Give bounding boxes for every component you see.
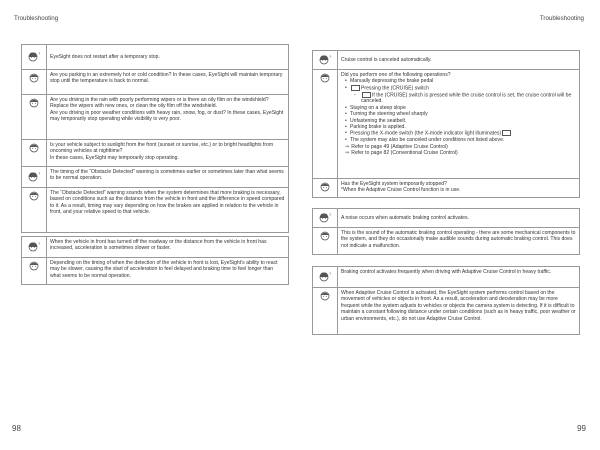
cause-text: Is your vehicle subject to sunlight from the front (sunset or sunrise, etc.) or to bright headlights from oncoming vehicles at nighttime? In these cases, EyeSight may temporarily stop operating.: [50, 142, 274, 161]
answer-row: [22, 257, 288, 284]
arrow-right-icon: ⇒: [345, 143, 350, 150]
answer-face-icon: [318, 181, 332, 193]
page-number: 98: [12, 424, 21, 433]
problem-text: A noise occurs when automatic braking control activates.: [341, 214, 469, 221]
question-face-icon: [27, 171, 41, 183]
answer-icon-cell: [22, 258, 47, 284]
question-face-icon: [27, 241, 41, 253]
list-item: • Turning the steering wheel sharply: [341, 111, 576, 117]
question-face-icon: [318, 271, 332, 283]
answer-row: [313, 69, 579, 178]
page-header: Troubleshooting: [14, 15, 59, 22]
problem-text: EyeSight does not restart after a temporary stop.: [50, 53, 160, 60]
page-reference: [341, 150, 576, 156]
problem-block-braking-noise: [312, 208, 580, 255]
problem-block-restart: [21, 44, 289, 167]
problem-text: When the vehicle in front has turned off the roadway or the distance from the vehicle in front has increased, acceleration is sometimes slower or faster.: [50, 239, 267, 252]
problem-block-frequent-braking: [312, 266, 580, 335]
answer-icon-cell: [22, 95, 47, 139]
answer-face-icon: [318, 290, 332, 302]
answer-question: Did you perform one of the following operations?: [341, 72, 451, 78]
svg-text:?: ?: [38, 241, 41, 246]
answer-face-icon: [318, 230, 332, 242]
answer-text: Depending on the timing of when the detection of the vehicle in front is lost, EyeSight’s ability to react may be slower, causing the start of acceleration to feel delayed and braking time to feel longer than what seems to be normal operation.: [50, 260, 278, 279]
answer-row: [313, 178, 579, 197]
right-page: [300, 0, 600, 450]
answer-face-icon: [27, 260, 41, 272]
list-item: • Unfastening the seatbelt.: [341, 118, 576, 124]
problem-icon-cell: [313, 51, 338, 69]
page-number: 99: [577, 424, 586, 433]
cause-text: Are you driving in the rain with poorly performing wipers or is there an oily film on the windshield? Replace the wipers with new ones, or clean the oily film off the windshield. Are you driving in poor weather conditions with heavy rain, snow, fog, or dust? In these cases, EyeSight may temporarily stop operating while visibility is very poor.: [50, 97, 284, 123]
list-item: • Staying on a steep slope: [341, 105, 576, 111]
list-item: [341, 130, 576, 137]
list-subitem: [341, 92, 576, 105]
answer-row: [313, 227, 579, 254]
problem-icon-cell: [313, 267, 338, 287]
page-header: Troubleshooting: [539, 15, 584, 22]
x-mode-indicator-icon: [502, 130, 511, 136]
list-item: • Manually depressing the brake pedal: [341, 78, 576, 84]
answer-face-icon: [27, 72, 41, 84]
answer-icon-cell: [22, 70, 47, 94]
cause-row: [22, 69, 288, 94]
problem-text: Braking control activates frequently when driving with Adaptive Cruise Control in heavy traffic.: [341, 269, 552, 275]
answer-row: [313, 287, 579, 334]
svg-text:?: ?: [329, 271, 332, 276]
page-reference-text: Refer to page 49 (Adaptive Cruise Control): [351, 143, 448, 150]
problem-row: [313, 267, 579, 287]
answer-icon-cell: [313, 288, 338, 334]
question-face-icon: [27, 51, 41, 63]
problem-block-acceleration: [21, 236, 289, 285]
problem-icon-cell: [22, 237, 47, 257]
problem-block-obstacle-warning: [21, 166, 289, 233]
answer-face-icon: [318, 72, 332, 84]
cruise-switch-icon: [362, 92, 371, 98]
list-item: • The system may also be canceled under conditions not listed above.: [341, 137, 576, 143]
problem-row: [313, 51, 579, 69]
answer-face-icon: [27, 190, 41, 202]
answer-icon-cell: [313, 70, 338, 178]
list-subitem-text: If the (CRUISE) switch is pressed while the cruise control is set, the cruise control will be canceled.: [361, 91, 572, 105]
answer-text: The “Obstacle Detected” warning sounds when the system determines that more braking is necessary, based on conditions such as the distance from the vehicle in front and the difference in speed compared to it. As a result, timing may vary depending on how the brakes are applied in relation to the vehicle in front, and your relative speed to that vehicle.: [50, 190, 285, 216]
answer-content: [338, 70, 579, 178]
answer-text: When Adaptive Cruise Control is activated, the EyeSight system performs control based on the movement of vehicles or objects in front. As a result, acceleration and deceleration may be more frequent while the system adjusts to vehicles or objects the camera system is detecting. If it is difficult to maintain a constant following distance under certain conditions (such as in heavy traffic, poor weather or urban environments, etc.), do not use Adaptive Cruise Control.: [341, 290, 576, 322]
list-item: • Parking brake is applied.: [341, 124, 576, 130]
answer-icon-cell: [22, 188, 47, 232]
problem-row: [22, 167, 288, 187]
list-item-text: Pressing the (CRUISE) switch: [361, 85, 429, 92]
svg-text:?: ?: [329, 212, 332, 217]
answer-row: [22, 187, 288, 232]
answer-face-icon: [27, 142, 41, 154]
problem-row: [313, 209, 579, 227]
answer-text: This is the sound of the automatic braking control operating - there are some mechanical components to the system, and they do occasionally make audible sounds during automatic braking control. This does not indicate a malfunction.: [341, 230, 576, 249]
question-face-icon: [318, 54, 332, 66]
operation-list: [341, 78, 576, 143]
problem-icon-cell: [22, 167, 47, 187]
answer-icon-cell: [313, 179, 338, 197]
problem-block-cruise-cancel: [312, 50, 580, 198]
cause-text: Are you parking in an extremely hot or cold condition? In these cases, EyeSight will maintain temporary stop until the temperature is back to normal.: [50, 72, 283, 85]
answer-face-icon: [27, 97, 41, 109]
list-item: [341, 85, 576, 92]
svg-text:?: ?: [329, 54, 332, 59]
question-face-icon: [318, 212, 332, 224]
answer-text: Has the EyeSight system temporarily stopped? *When the Adaptive Cruise Control function is in use.: [341, 181, 461, 194]
problem-text: The timing of the “Obstacle Detected” warning is sometimes earlier or sometimes later than what seems to be normal operation.: [50, 169, 284, 182]
problem-row: [22, 45, 288, 69]
list-item-text: Pressing the X-mode switch (the X-mode indicator light illuminates): [350, 130, 502, 137]
problem-icon-cell: [22, 45, 47, 69]
problem-icon-cell: [313, 209, 338, 227]
problem-row: [22, 237, 288, 257]
answer-icon-cell: [22, 140, 47, 166]
cause-row: [22, 94, 288, 139]
svg-text:?: ?: [38, 171, 41, 176]
cruise-switch-icon: [351, 85, 360, 91]
page-reference-text: Refer to page 82 (Conventional Cruise Control): [351, 149, 458, 156]
problem-text: Cruise control is canceled automatically.: [341, 56, 432, 63]
cause-row: [22, 139, 288, 166]
svg-text:?: ?: [38, 51, 41, 56]
answer-icon-cell: [313, 228, 338, 254]
arrow-right-icon: ⇒: [345, 149, 350, 156]
